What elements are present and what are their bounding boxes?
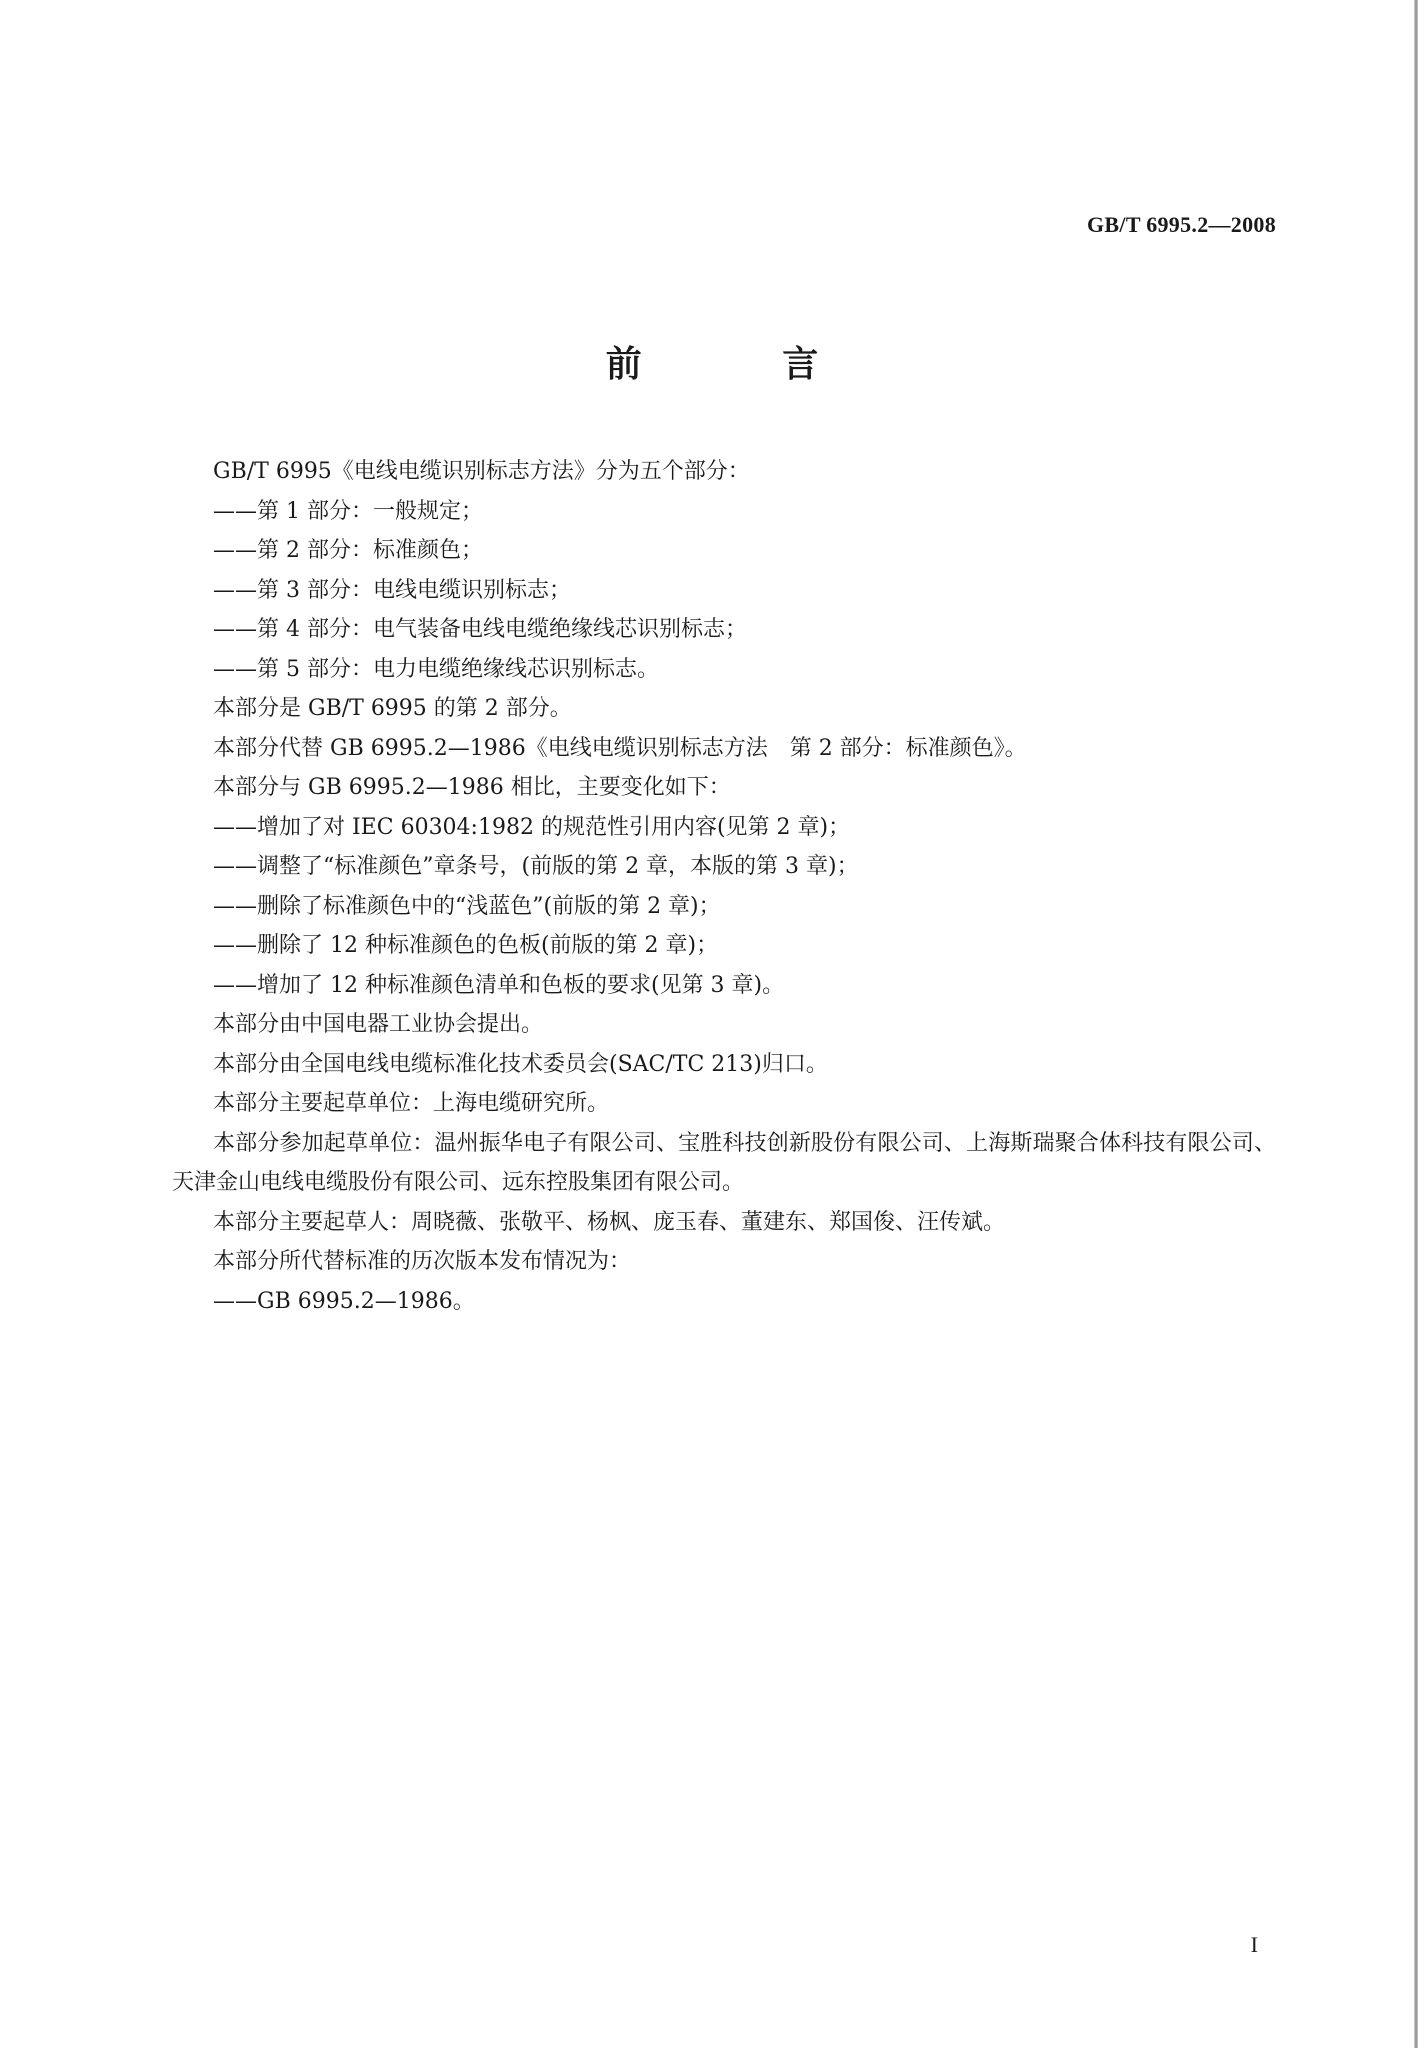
page-title: 前 言 (605, 344, 883, 385)
main-drafter-unit-paragraph: 本部分主要起草单位：上海电缆研究所。 (213, 1091, 610, 1116)
replacement-statement: 本部分代替 GB 6995.2—1986《电线电缆识别标志方法 第 2 部分：标准颜色》。 (213, 735, 1027, 761)
document-code: GB/T 6995.2—2008 (1087, 212, 1276, 237)
participating-units-paragraph: 本部分参加起草单位：温州振华电子有限公司、宝胜科技创新股份有限公司、上海斯瑞聚合体科技有限公司、天津金山电线电缆股份有限公司、远东控股集团有限公司。 (172, 1130, 1276, 1195)
changes-list-item: ——删除了 12 种标准颜色的色板(前版的第 2 章)； (213, 933, 719, 958)
scan-edge-shadow (1414, 0, 1418, 2048)
changes-list-item: ——调整了“标准颜色”章条号，(前版的第 2 章，本版的第 3 章)； (213, 854, 859, 879)
changes-list-item: ——增加了对 IEC 60304:1982 的规范性引用内容(见第 2 章)； (213, 814, 851, 840)
main-drafters-paragraph: 本部分主要起草人：周晓薇、张敬平、杨枫、庞玉春、董建东、郑国俊、汪传斌。 (213, 1209, 1006, 1235)
changes-intro: 本部分与 GB 6995.2—1986 相比，主要变化如下： (213, 775, 731, 800)
intro-paragraph: GB/T 6995《电线电缆识别标志方法》分为五个部分： (213, 459, 750, 484)
changes-list-item: ——增加了 12 种标准颜色清单和色板的要求(见第 3 章)。 (213, 972, 785, 998)
parts-list-item: ——第 4 部分：电气装备电线电缆绝缘线芯识别标志； (213, 617, 747, 642)
history-list-item: ——GB 6995.2—1986。 (213, 1288, 475, 1314)
proposed-by-paragraph: 本部分由中国电器工业协会提出。 (213, 1012, 544, 1037)
parts-list-item: ——第 5 部分：电力电缆绝缘线芯识别标志。 (213, 656, 659, 682)
part-statement: 本部分是 GB/T 6995 的第 2 部分。 (213, 696, 572, 721)
parts-list-item: ——第 2 部分：标准颜色； (213, 538, 483, 563)
parts-list-item: ——第 1 部分：一般规定； (213, 498, 483, 524)
foreword-body (172, 452, 1276, 1321)
history-intro-paragraph: 本部分所代替标准的历次版本发布情况为： (213, 1249, 632, 1274)
centralized-by-paragraph: 本部分由全国电线电缆标准化技术委员会(SAC/TC 213)归口。 (213, 1051, 828, 1077)
changes-list-item: ——删除了标准颜色中的“浅蓝色”(前版的第 2 章)； (213, 893, 721, 919)
page-number: I (1250, 1932, 1258, 1957)
parts-list-item: ——第 3 部分：电线电缆识别标志； (213, 577, 571, 603)
